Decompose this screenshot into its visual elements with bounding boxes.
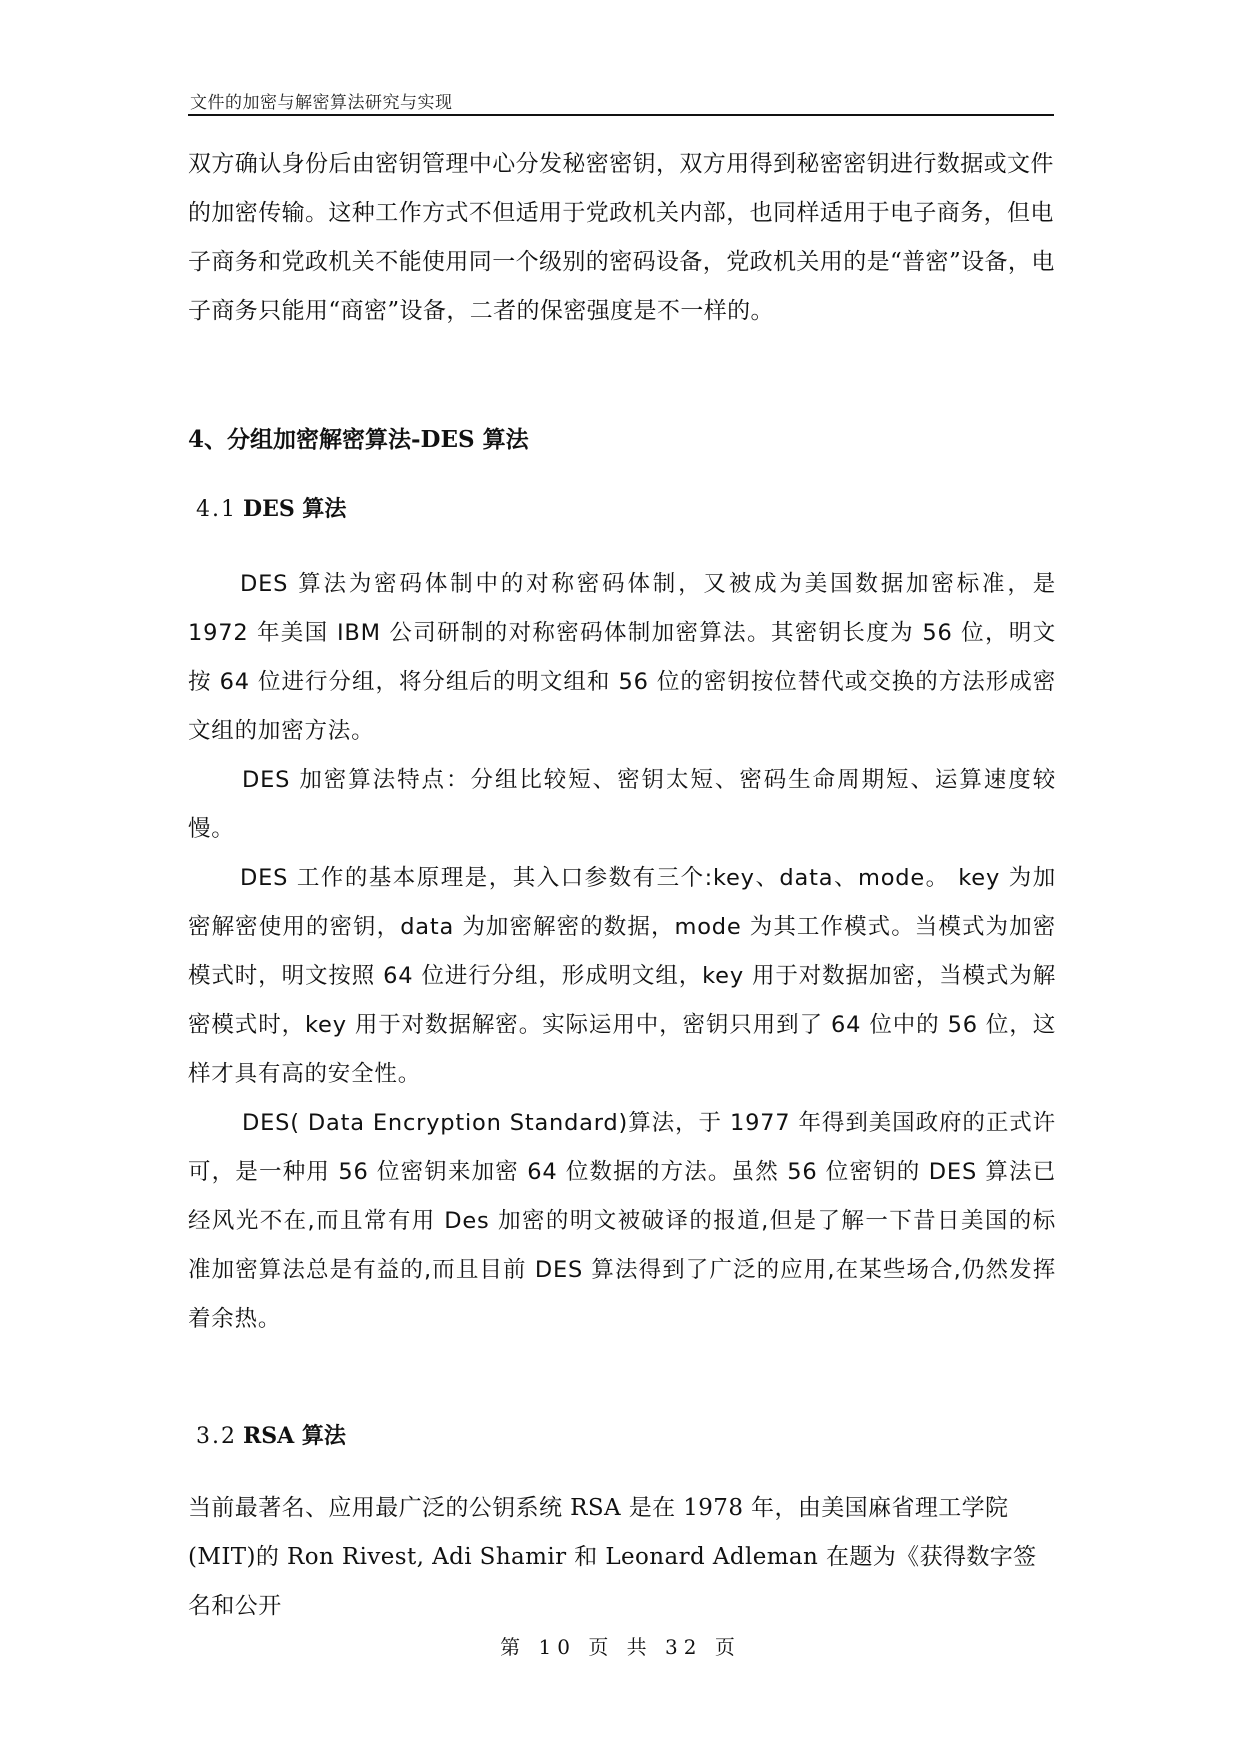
des-paragraph: DES 算法为密码体制中的对称密码体制，又被成为美国数据加密标准，是 1972 年美国 IBM 公司研制的对称密码体制加密算法。其密钥长度为 56 位，明文按 64 位进行分组，将分组后的明文组和 56 位的密钥按位替代或交换的方法形成密文组的加密方法。 bbox=[188, 571, 1056, 744]
rsa-paragraph: 当前最著名、应用最广泛的公钥系统 RSA 是在 1978 年，由美国麻省理工学院(MIT)的 Ron Rivest, Adi Shamir 和 Leonard Adleman 在题为《获得数字签名和公开 bbox=[188, 1495, 1037, 1619]
intro-paragraph: 双方确认身份后由密钥管理中心分发秘密密钥，双方用得到秘密密钥进行数据或文件的加密传输。这种工作方式不但适用于党政机关内部，也同样适用于电子商务，但电子商务和党政机关不能使用同一个级别的密码设备，党政机关用的是“普密”设备，电子商务只能用“商密”设备，二者的保密强度是不一样的。 bbox=[188, 151, 1055, 324]
des-paragraph: DES 加密算法特点：分组比较短、密钥太短、密码生命周期短、运算速度较慢。 bbox=[188, 767, 1056, 842]
subsection-number: 4.1 bbox=[196, 497, 237, 522]
des-paragraph: DES( Data Encryption Standard)算法，于 1977 年得到美国政府的正式许可，是一种用 56 位密钥来加密 64 位数据的方法。虽然 56 位密钥的 DES 算法已经风光不在,而且常有用 Des 加密的明文被破译的报道,但是了解一下昔日美国的标准加密算法总是有益的,而且目前 DES 算法得到了广泛的应用,在某些场合,仍然发挥着余热。 bbox=[188, 1110, 1057, 1332]
header-divider bbox=[188, 114, 1054, 116]
des-paragraph: DES 工作的基本原理是，其入口参数有三个:key、data、mode。 key 为加密解密使用的密钥，data 为加密解密的数据，mode 为其工作模式。当模式为加密模式时，明文按照 64 位进行分组，形成明文组，key 用于对数据加密，当模式为解密模式时，key 用于对数据解密。实际运用中，密钥只用到了 64 位中的 56 位，这样才具有高的安全性。 bbox=[188, 865, 1056, 1087]
subsection-3-2-heading bbox=[196, 1419, 346, 1450]
subsection-number: 3.2 bbox=[196, 1424, 237, 1449]
subsection-title: DES 算法 bbox=[243, 496, 347, 522]
section-4-heading: 4、分组加密解密算法-DES 算法 bbox=[188, 426, 529, 453]
subsection-title: RSA 算法 bbox=[243, 1423, 346, 1449]
running-header: 文件的加密与解密算法研究与实现 bbox=[190, 93, 453, 113]
page-number: 第 10 页 共 32 页 bbox=[500, 1635, 741, 1659]
des-section-body bbox=[188, 560, 1056, 1344]
subsection-4-1-heading bbox=[196, 492, 346, 523]
